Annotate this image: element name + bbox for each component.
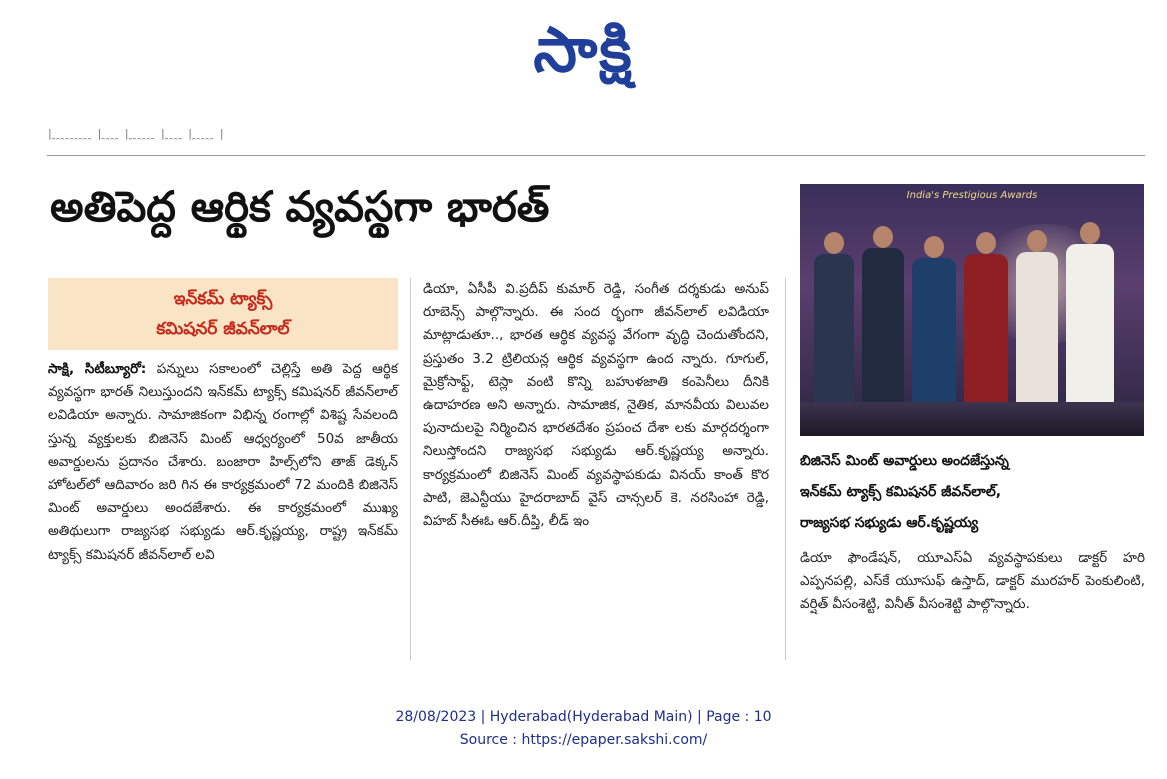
article-column-1	[48, 358, 398, 567]
sakshi-logo: సాక్షి	[533, 13, 634, 86]
article-column-3-text: డియా ఫౌండేషన్‌, యూఎస్‌ఏ వ్యవస్థాపకులు డాక్టర్‌ హరి ఎప్పనపల్లి, ఎస్‌కే యూసుఫ్‌ ఉస్తాద్‌, డాక్టర్‌ మురహర్‌ పెంకులింటి, వర్షిత్‌ వీసంశెట్టి, వినీత్‌ వీసంశెట్టి పాల్గొన్నారు.	[800, 550, 1145, 613]
award-ceremony-photo	[800, 184, 1144, 436]
page-footer	[0, 706, 1167, 752]
photo-caption	[800, 446, 1145, 539]
article-column-3	[800, 547, 1145, 617]
footer-edition-line: 28/08/2023 | Hyderabad(Hyderabad Main) | Page : 10	[395, 709, 772, 725]
article-headline: అతిపెద్ద ఆర్థిక వ్యవస్థగా భారత్	[50, 182, 550, 231]
footer-source-line[interactable]: Source : https://epaper.sakshi.com/	[459, 732, 708, 748]
article-column-1-text: పన్నులు సకాలంలో చెల్లిస్తే అతి పెద్ద ఆర్థిక వ్యవస్థగా భారత్‌ నిలుస్తుందని ఇన్‌కమ్‌ ట్యాక్స్‌ కమిషనర్‌ జీవన్‌లాల్‌ లవిడియా అన్నారు. సామాజికంగా విభిన్న రంగాల్లో విశిష్ట సేవలంది స్తున్న వ్యక్తులకు బిజినెస్‌ మింట్‌ ఆధ్వర్యంలో 50వ జాతీయ అవార్డులను ప్రదానం చేశారు. బంజారా హిల్స్‌లోని తాజ్‌ డెక్కన్‌ హోటల్‌లో ఆదివారం జరి గిన ఈ కార్యక్రమంలో 72 మందికి బిజినెస్‌ మింట్‌ అవార్డులు అందజేశారు. ఈ కార్యక్రమంలో ముఖ్య అతిథులుగా రాజ్యసభ సభ్యుడు ఆర్‌.కృష్ణయ్య, రాష్ట్ర ఇన్‌కమ్‌ ట్యాక్స్‌ కమిషనర్‌ జీవన్‌లాల్‌ లవి	[48, 361, 398, 563]
article-subhead-box	[48, 278, 398, 350]
column-divider-1	[410, 278, 411, 660]
masthead	[0, 8, 1167, 92]
person-figure	[1016, 252, 1058, 424]
subhead-line-2: కమిషనర్‌ జీవన్‌లాల్‌	[156, 319, 290, 339]
photo-stage-floor	[800, 402, 1144, 436]
masthead-strip-marks: | ̯ ̯ ̯ ̯ ̯ ̯ ̯ ̯ ̯ | ̯ ̯ ̯ ̯ | ̯ ̯ ̯ ̯ ̯ ̯ | ̯ ̯ ̯ ̯ | ̯ ̯ ̯ ̯ ̯ |	[48, 127, 225, 140]
caption-line-3: రాజ్యసభ సభ్యుడు ఆర్‌.కృష్ణయ్య	[800, 515, 979, 531]
photo-banner-text: India's Prestigious Awards	[906, 190, 1038, 201]
article-column-2-text: డియా, ఏసీపీ వి.ప్రదీప్‌ కుమార్‌ రెడ్డి, సంగీత దర్శకుడు అనుప్‌ రూబెన్స్‌ పాల్గొన్నారు. ఈ సంద ర్భంగా జీవన్‌లాల్‌ లవిడియా మాట్లాడుతూ.., భారత ఆర్థిక వ్యవస్థ వేగంగా వృద్ధి చెందుతోందని, ప్రస్తుతం 3.2 ట్రిలియన్ల ఆర్థిక వ్యవస్థగా ఉంద న్నారు. గూగుల్‌, మైక్రోసాఫ్ట్‌, టెస్లా వంటి కొన్ని బహుళజాతి కంపెనీలు దీనికి ఉదాహరణ అని అన్నారు. సామాజిక, నైతిక, మానవీయ విలువల పునాదులపై నిర్మించిన భారతదేశం ప్రపంచ దేశా లకు మార్గదర్శంగా నిలుస్తోందని రాజ్యసభ సభ్యుడు ఆర్‌.కృష్ణయ్య అన్నారు. కార్యక్రమంలో బిజినెస్‌ మింట్‌ వ్యవస్థాపకుడు వినయ్‌ కాంత్‌ కొర పాటి, జెఎన్టీయు హైదరాబాద్‌ వైస్‌ చాన్సలర్‌ కె. నరసింహా రెడ్డి, విహబ్‌ సీఈఓ ఆర్‌.దీప్తి, లీడ్‌ ఇం	[423, 281, 769, 530]
column-divider-2	[785, 278, 786, 660]
person-figure	[964, 254, 1008, 424]
person-figure	[1066, 244, 1114, 424]
caption-line-1: బిజినెస్‌ మింట్‌ అవార్డులు అందజేస్తున్న	[800, 453, 1009, 469]
caption-line-2: ఇన్‌కమ్‌ ట్యాక్స్‌ కమిషనర్‌ జీవన్‌లాల్‌,	[800, 484, 1002, 500]
person-figure	[814, 254, 854, 424]
subhead-line-1: ఇన్‌కమ్‌ ట్యాక్స్‌	[173, 289, 273, 309]
article-dateline: సాక్షి, సిటీబ్యూరో:	[48, 361, 147, 377]
person-figure	[862, 248, 904, 424]
article-column-2	[423, 278, 769, 533]
masthead-divider	[47, 155, 1145, 156]
person-figure	[912, 258, 956, 424]
